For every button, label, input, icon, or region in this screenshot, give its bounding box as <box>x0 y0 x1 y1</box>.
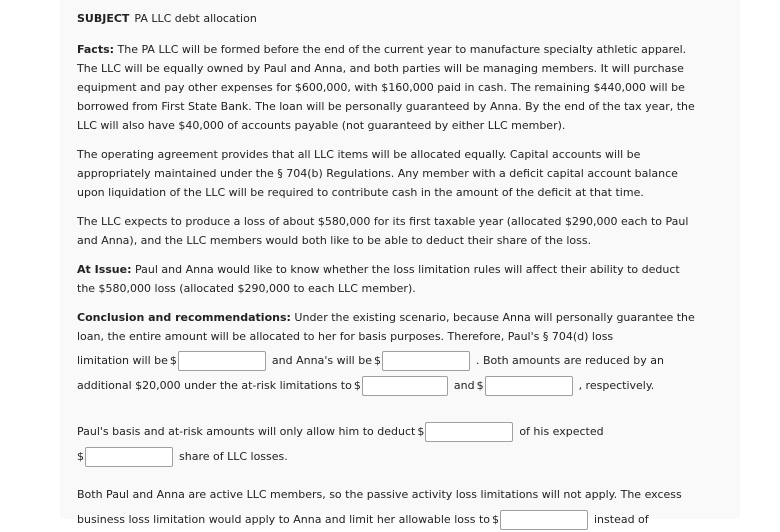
issue-text: Paul and Anna would like to know whether the loss limitation rules will affect their ability to deduct the $580,000 loss (allocated $290,000 to each LLC member). <box>77 263 680 295</box>
issue-label: At Issue: <box>77 263 132 276</box>
subject-line <box>77 9 697 28</box>
paul-expected-input[interactable] <box>85 447 173 467</box>
dollar-sign: $ <box>492 513 499 526</box>
line1-mid: and Anna's will be <box>271 354 372 367</box>
dollar-sign: $ <box>353 379 361 392</box>
line2-pre: additional $20,000 under the at-risk limitations to <box>77 379 352 392</box>
answer-row-2 <box>77 373 697 398</box>
dollar-sign: $ <box>476 379 484 392</box>
facts-label: Facts: <box>77 43 115 56</box>
answer-row-3 <box>77 419 697 444</box>
dollar-sign: $ <box>169 354 177 367</box>
issue-paragraph <box>77 260 697 298</box>
line3-post: of his expected <box>519 425 604 438</box>
loss-paragraph: The LLC expects to produce a loss of about $580,000 for its first taxable year (allocated $290,000 each to Paul and Anna), and the LLC members would both like to be able to deduct their share of the loss. <box>77 215 689 247</box>
passive-line-a: Both Paul and Anna are active LLC members, so the passive activity loss limitations will not apply. The excess <box>77 488 682 501</box>
paul-atrisk-input[interactable] <box>362 376 448 396</box>
question-content <box>77 9 697 532</box>
conclusion-label: Conclusion and recommendations: <box>77 311 291 324</box>
facts-paragraph <box>77 40 697 135</box>
line1-pre: limitation will be <box>77 354 168 367</box>
answer-row-5 <box>77 507 697 532</box>
passive-line-b-pre: business loss limitation would apply to Anna and limit her allowable loss to <box>77 513 490 526</box>
answer-row-1 <box>77 348 697 373</box>
operating-paragraph: The operating agreement provides that all LLC items will be allocated equally. Capital accounts will be appropriately maintained under the § 704(b) Regulations. Any member with a deficit capital account balance upon liquidation of the LLC will be required to contribute cash in the amount of the deficit at that time. <box>77 148 678 199</box>
anna-704d-input[interactable] <box>382 351 470 371</box>
paul-deduct-input[interactable] <box>425 422 513 442</box>
anna-atrisk-input[interactable] <box>485 376 573 396</box>
anna-allowable-input[interactable] <box>500 510 588 530</box>
line1-post: . Both amounts are reduced by an <box>476 354 665 367</box>
paul-704d-input[interactable] <box>178 351 266 371</box>
line2-mid: and <box>453 379 475 392</box>
facts-text: The PA LLC will be formed before the end of the current year to manufacture specialty athletic apparel. The LLC will be equally owned by Paul and Anna, and both parties will be managing members. It will purchase equipment and pay other expenses for $600,000, with $160,000 paid in cash. The remaining $440,000 will be borrowed from First State Bank. The loan will be personally guaranteed by Anna. By the end of the tax year, the LLC will also have $40,000 of accounts payable (not guaranteed by either LLC member). <box>77 43 695 132</box>
dollar-sign: $ <box>77 450 84 463</box>
line4-post: share of LLC losses. <box>179 450 288 463</box>
line2-post: , respectively. <box>578 379 655 392</box>
conclusion-intro <box>77 308 697 346</box>
dollar-sign: $ <box>374 354 381 367</box>
subject-text: PA LLC debt allocation <box>134 12 257 25</box>
subject-label: SUBJECT <box>77 12 130 25</box>
answer-row-4 <box>77 444 697 469</box>
conclusion-text: Under the existing scenario, because Anna will personally guarantee the loan, the entire amount will be allocated to her for basis purposes. Therefore, Paul's § 704(d) loss <box>77 311 695 343</box>
line3-pre: Paul's basis and at-risk amounts will only allow him to deduct <box>77 425 416 438</box>
passive-line-b-post: instead of <box>594 513 649 526</box>
dollar-sign: $ <box>417 425 425 438</box>
